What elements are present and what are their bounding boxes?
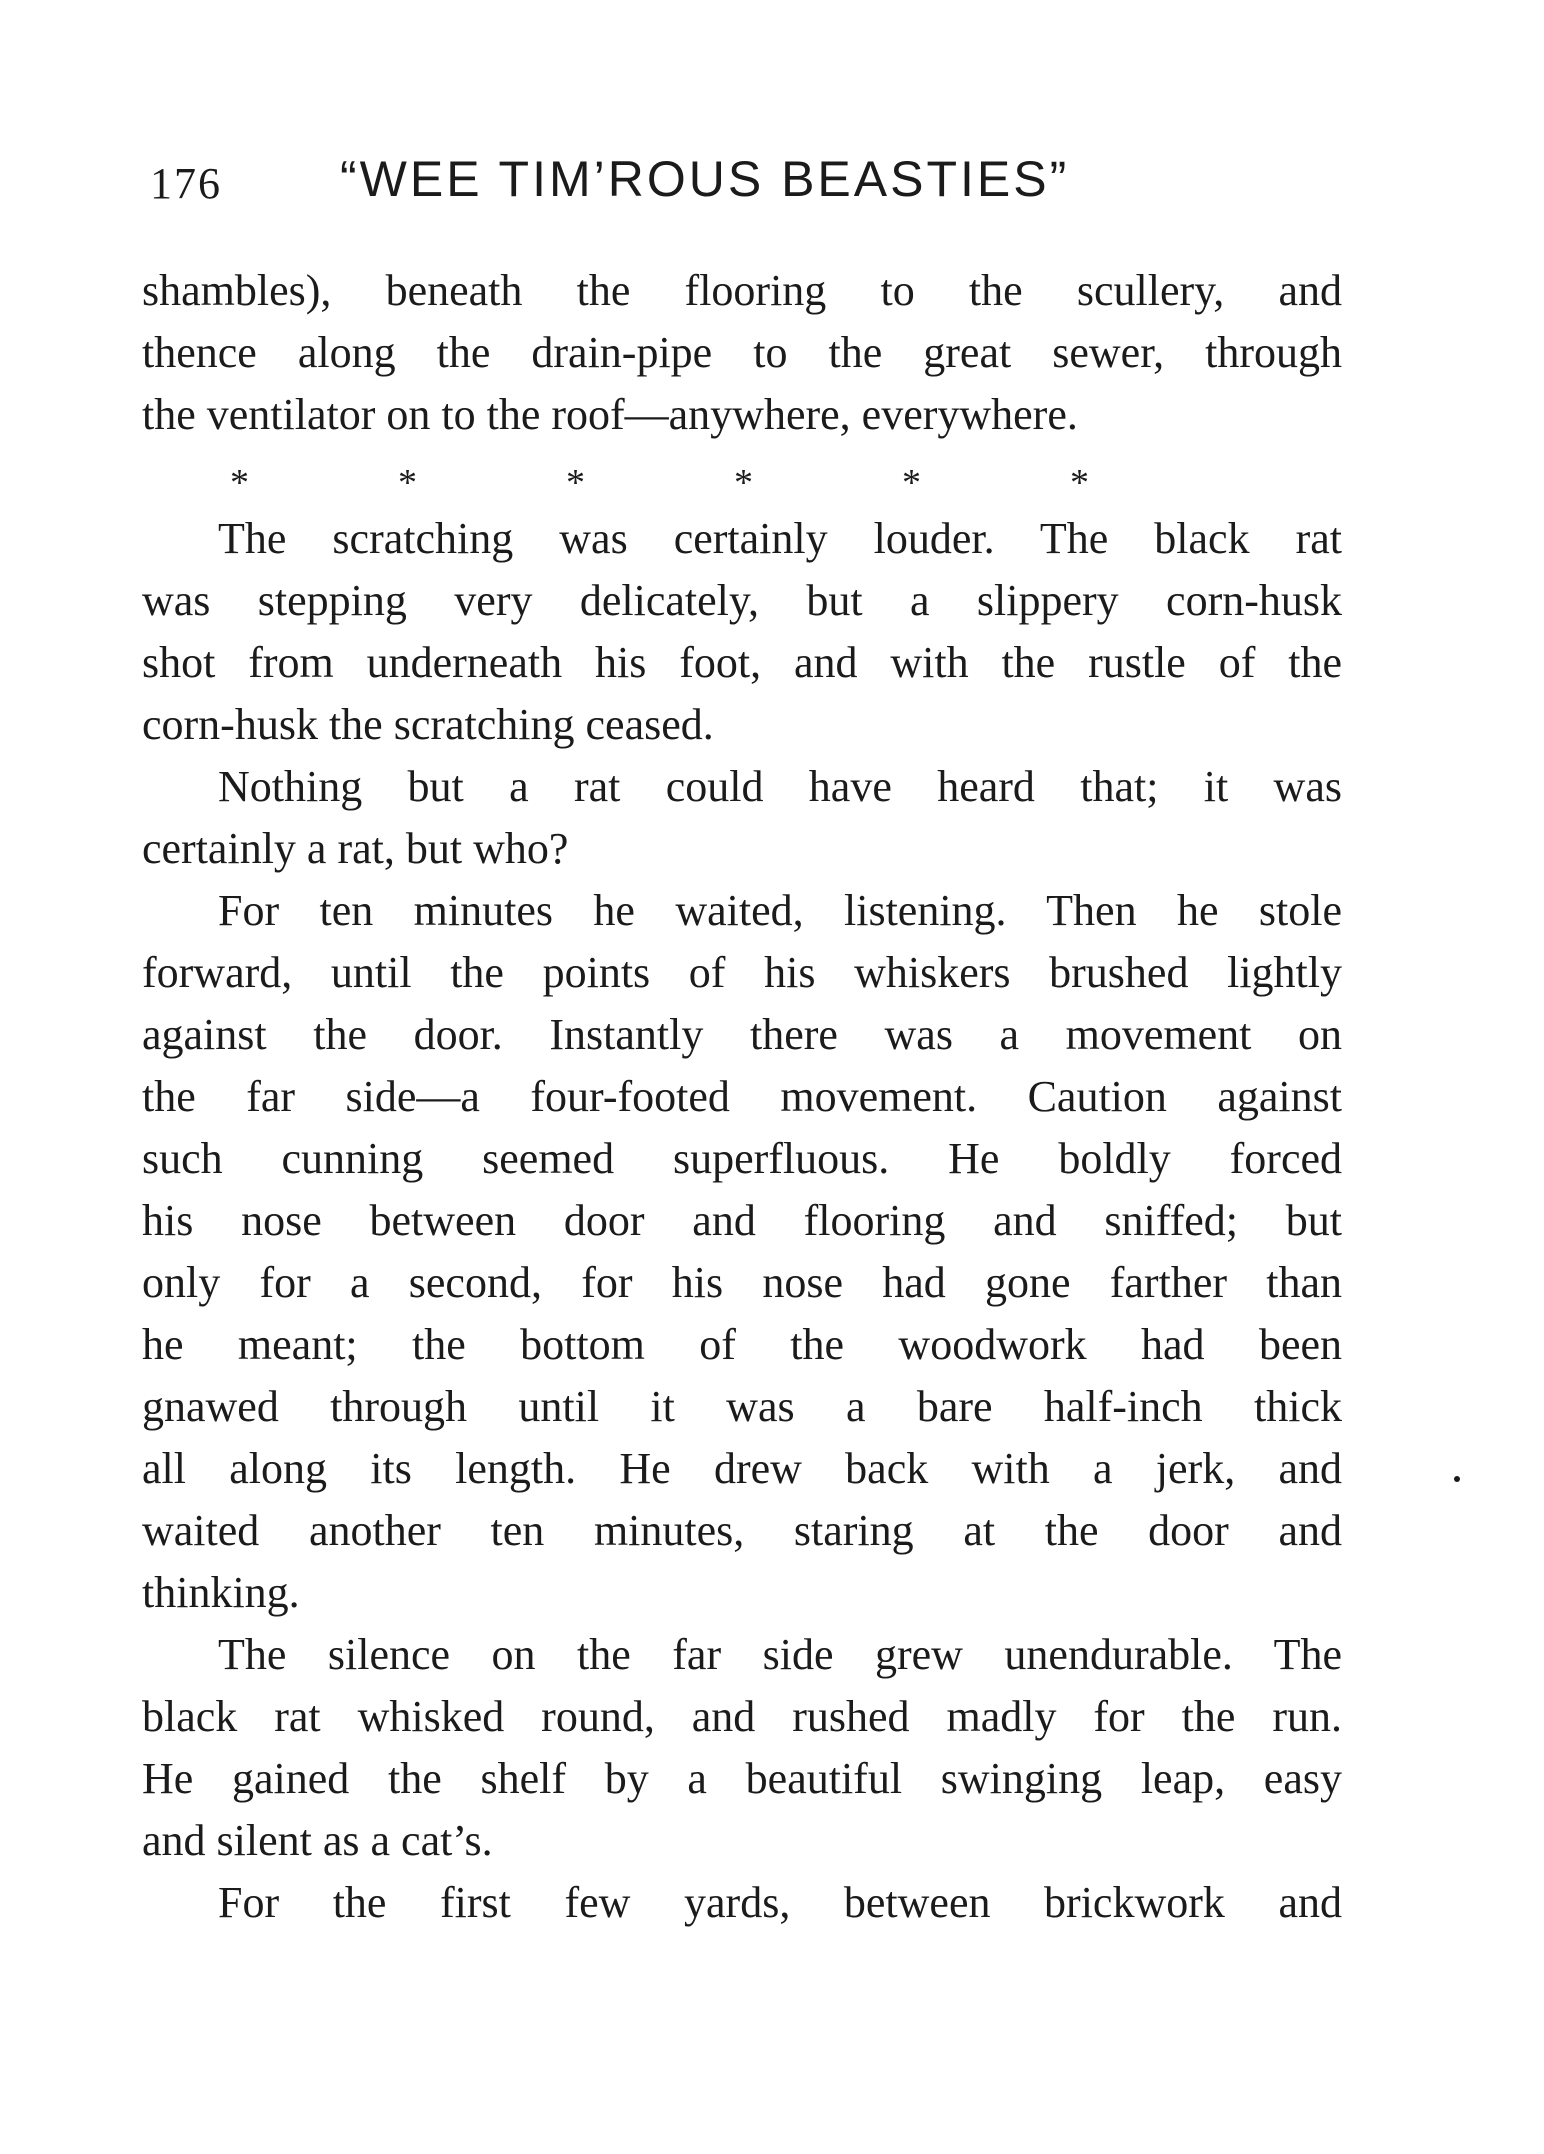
- paragraph: [142, 1872, 1342, 1934]
- text-line: forward, until the points of his whiskers brushed lightly: [142, 948, 1342, 997]
- section-break-star: *: [1070, 462, 1089, 504]
- text-line: the far side—a four-footed movement. Caution against: [142, 1072, 1342, 1121]
- text-line: shot from underneath his foot, and with the rustle of the: [142, 638, 1342, 687]
- text-line: all along its length. He drew back with a jerk, and: [142, 1444, 1342, 1493]
- text-line: For ten minutes he waited, listening. Then he stole: [218, 886, 1342, 935]
- section-break-star: *: [734, 462, 753, 504]
- running-title: “WEE TIM’ROUS BEASTIES”: [340, 151, 1070, 207]
- text-line: against the door. Instantly there was a movement on: [142, 1010, 1342, 1059]
- section-break: [142, 446, 1342, 508]
- print-speck: [1454, 1476, 1460, 1482]
- paragraph: [142, 880, 1342, 1624]
- text-line: such cunning seemed superfluous. He boldly forced: [142, 1134, 1342, 1183]
- text-line: corn-husk the scratching ceased.: [142, 700, 714, 749]
- text-line: Nothing but a rat could have heard that; it was: [218, 762, 1342, 811]
- section-break-star: *: [230, 462, 249, 504]
- text-line: He gained the shelf by a beautiful swinging leap, easy: [142, 1754, 1342, 1803]
- paragraph: [142, 260, 1342, 446]
- text-line: The scratching was certainly louder. The black rat: [218, 514, 1342, 563]
- text-line: The silence on the far side grew unendurable. The: [218, 1630, 1342, 1679]
- text-line: the ventilator on to the roof—anywhere, everywhere.: [142, 390, 1078, 439]
- text-line: black rat whisked round, and rushed madly for the run.: [142, 1692, 1342, 1741]
- paragraph: [142, 1624, 1342, 1872]
- text-line: thinking.: [142, 1568, 300, 1617]
- running-head: [150, 150, 1350, 230]
- text-line: certainly a rat, but who?: [142, 824, 569, 873]
- paragraph: [142, 508, 1342, 756]
- text-line: For the first few yards, between brickwork and: [218, 1878, 1342, 1927]
- paragraph: [142, 756, 1342, 880]
- text-line: he meant; the bottom of the woodwork had been: [142, 1320, 1342, 1369]
- text-line: was stepping very delicately, but a slippery corn-husk: [142, 576, 1342, 625]
- page-number: 176: [150, 159, 222, 208]
- text-line: only for a second, for his nose had gone farther than: [142, 1258, 1342, 1307]
- text-line: his nose between door and flooring and sniffed; but: [142, 1196, 1342, 1245]
- body-text: [142, 260, 1342, 1934]
- section-break-star: *: [398, 462, 417, 504]
- text-line: and silent as a cat’s.: [142, 1816, 493, 1865]
- text-line: thence along the drain-pipe to the great sewer, through: [142, 328, 1342, 377]
- text-line: shambles), beneath the flooring to the scullery, and: [142, 266, 1342, 315]
- section-break-star: *: [566, 462, 585, 504]
- text-line: waited another ten minutes, staring at the door and: [142, 1506, 1342, 1555]
- text-line: gnawed through until it was a bare half-inch thick: [142, 1382, 1342, 1431]
- section-break-star: *: [902, 462, 921, 504]
